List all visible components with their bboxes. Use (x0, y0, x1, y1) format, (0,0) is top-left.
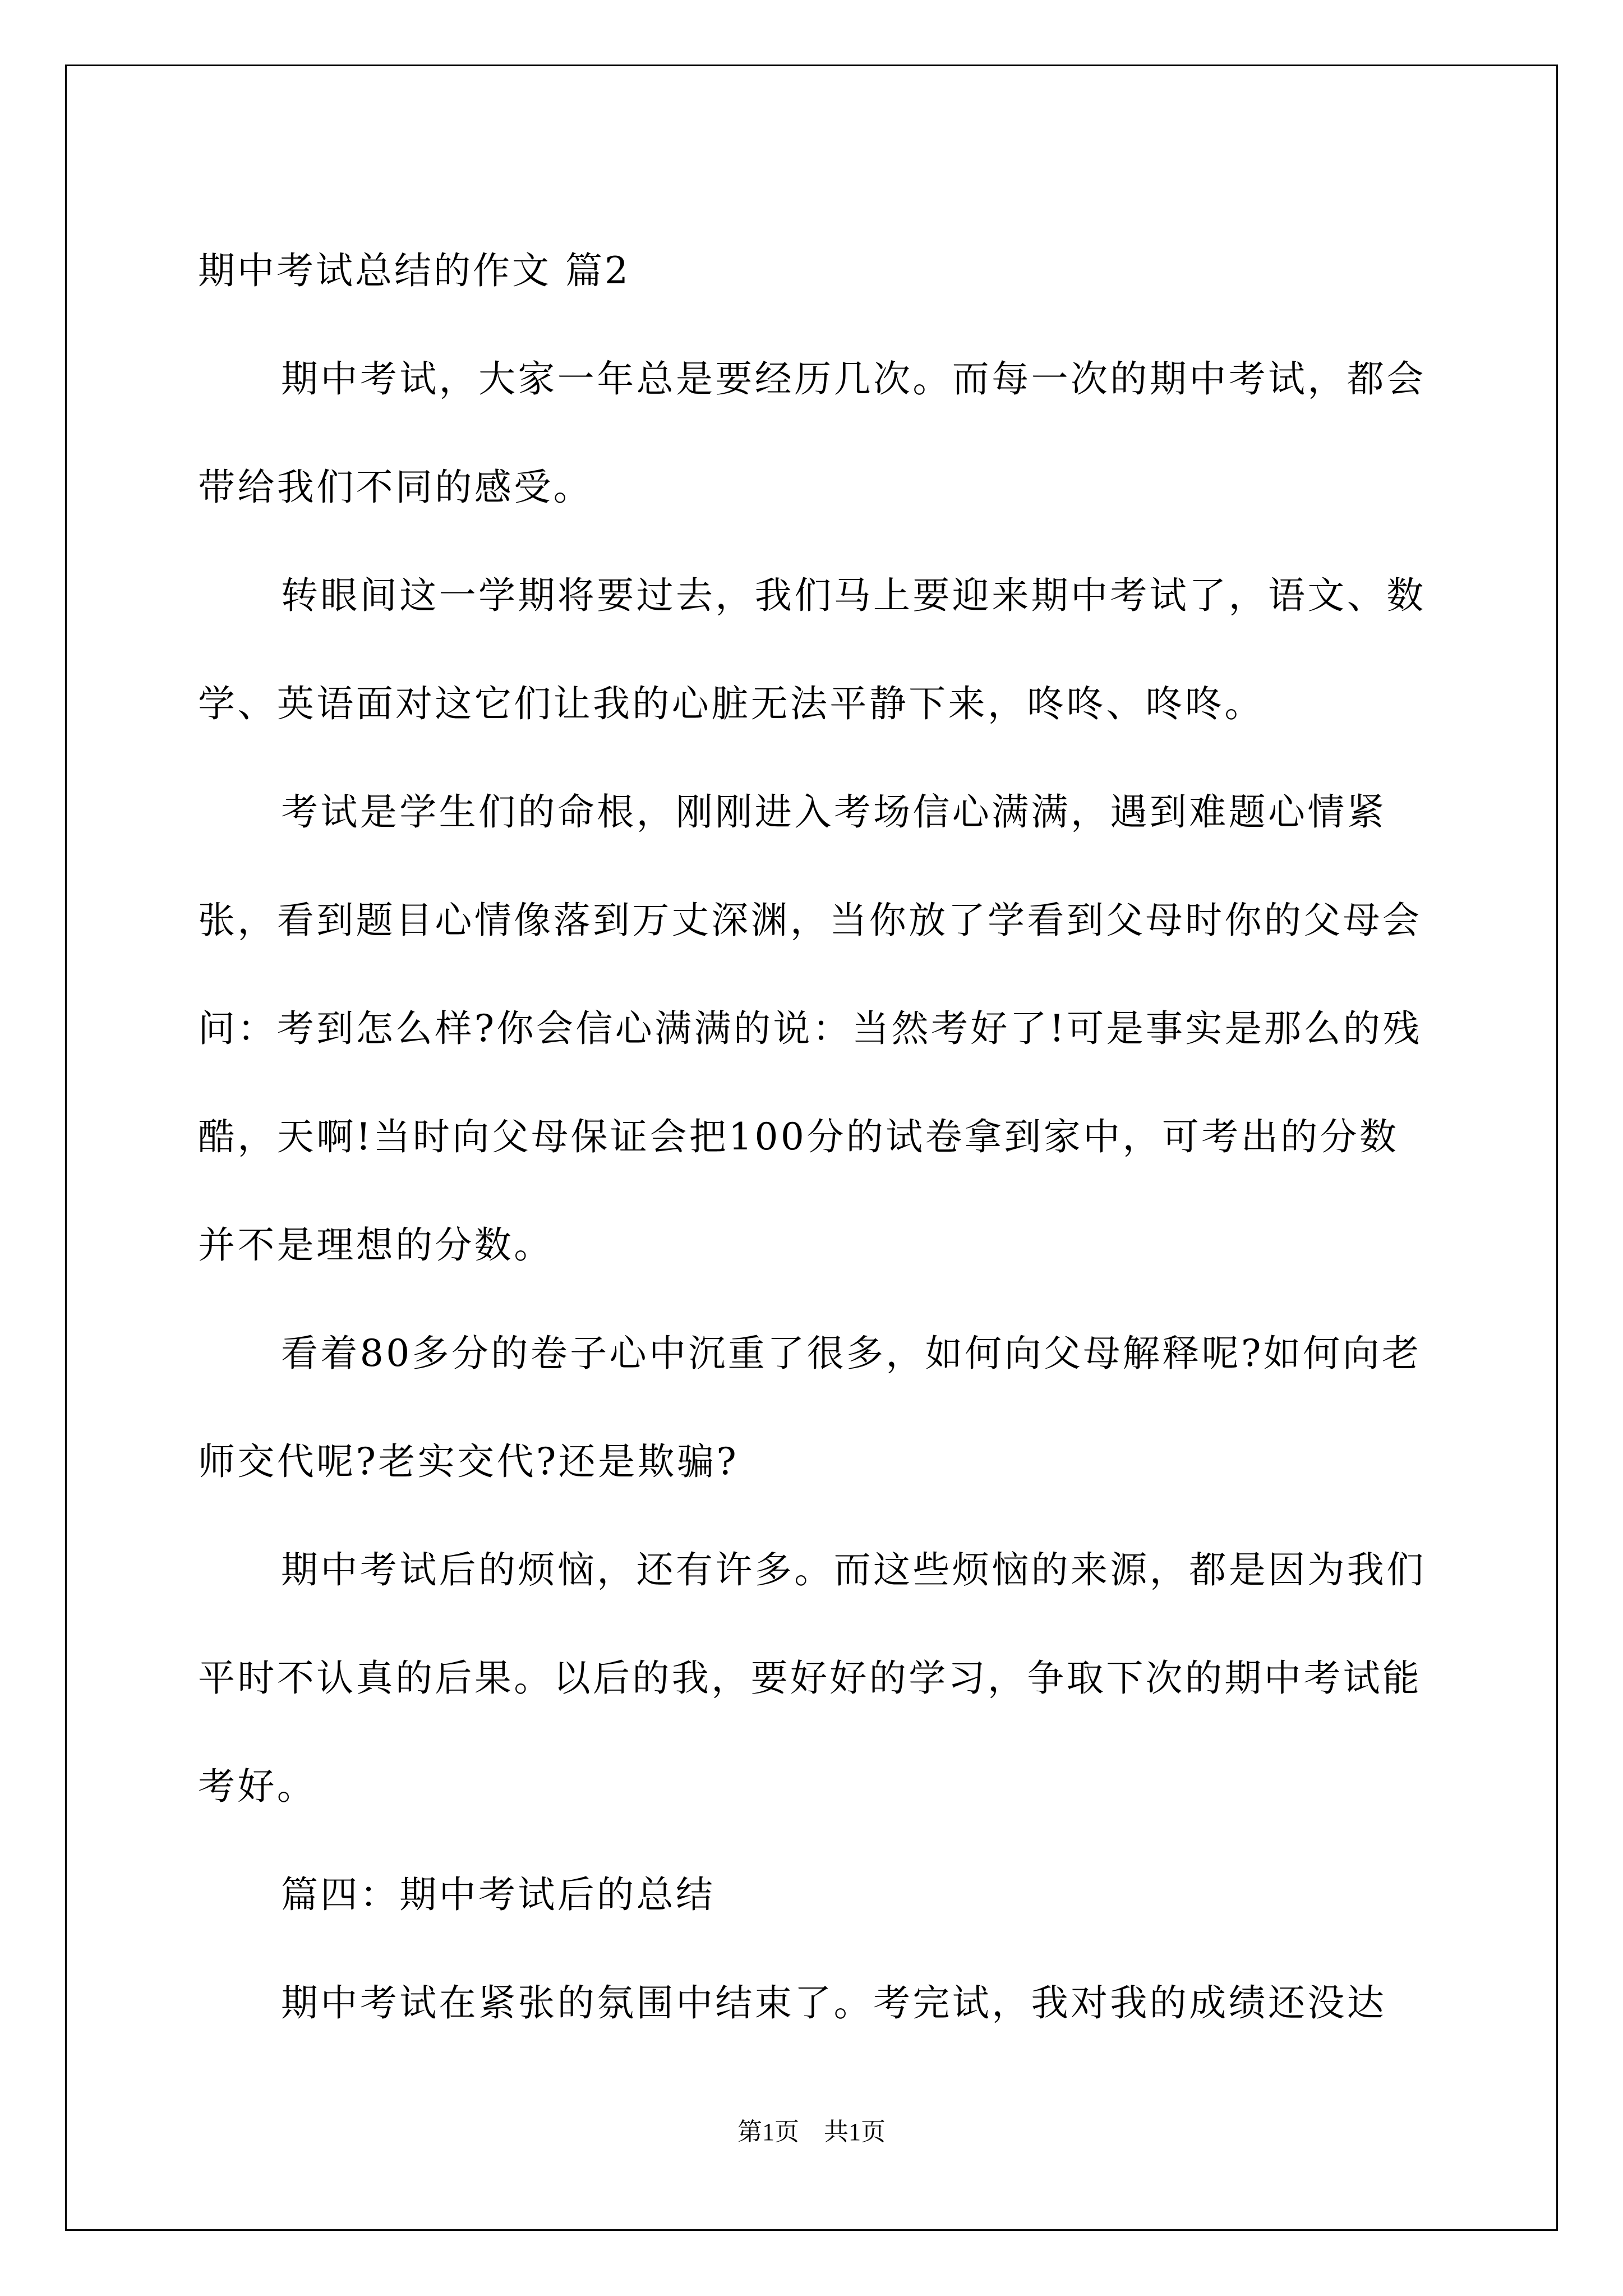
section-heading: 篇四：期中考试后的总结 (281, 1873, 716, 1916)
paragraph: 看着80多分的卷子心中沉重了很多，如何向父母解释呢?如何向老师交代呢?老实交代?还是欺骗? (198, 1332, 1422, 1483)
current-page-label: 第1页 (737, 2118, 799, 2146)
paragraph: 期中考试，大家一年总是要经历几次。而每一次的期中考试，都会带给我们不同的感受。 (198, 357, 1426, 509)
total-pages-label: 共1页 (824, 2118, 886, 2146)
paragraph: 考试是学生们的命根，刚刚进入考场信心满满，遇到难题心情紧张，看到题目心情像落到万丈深渊，当你放了学看到父母时你的父母会问：考到怎么样?你会信心满满的说：当然考好了!可是事实是那么的残酷，天啊!当时向父母保证会把100分的试卷拿到家中，可考出的分数并不是理想的分数。 (198, 790, 1422, 1267)
paragraph: 转眼间这一学期将要过去，我们马上要迎来期中考试了，语文、数学、英语面对这它们让我的心脏无法平静下来，咚咚、咚咚。 (198, 574, 1426, 725)
paragraph: 期中考试在紧张的氛围中结束了。考完试，我对我的成绩还没达 (281, 1981, 1387, 2024)
page-footer (0, 2115, 1623, 2149)
document-title: 期中考试总结的作文 篇2 (198, 249, 630, 292)
paragraph: 期中考试后的烦恼，还有许多。而这些烦恼的来源，都是因为我们平时不认真的后果。以后的我，要好好的学习，争取下次的期中考试能考好。 (198, 1548, 1426, 1808)
document-body (198, 217, 1426, 2057)
